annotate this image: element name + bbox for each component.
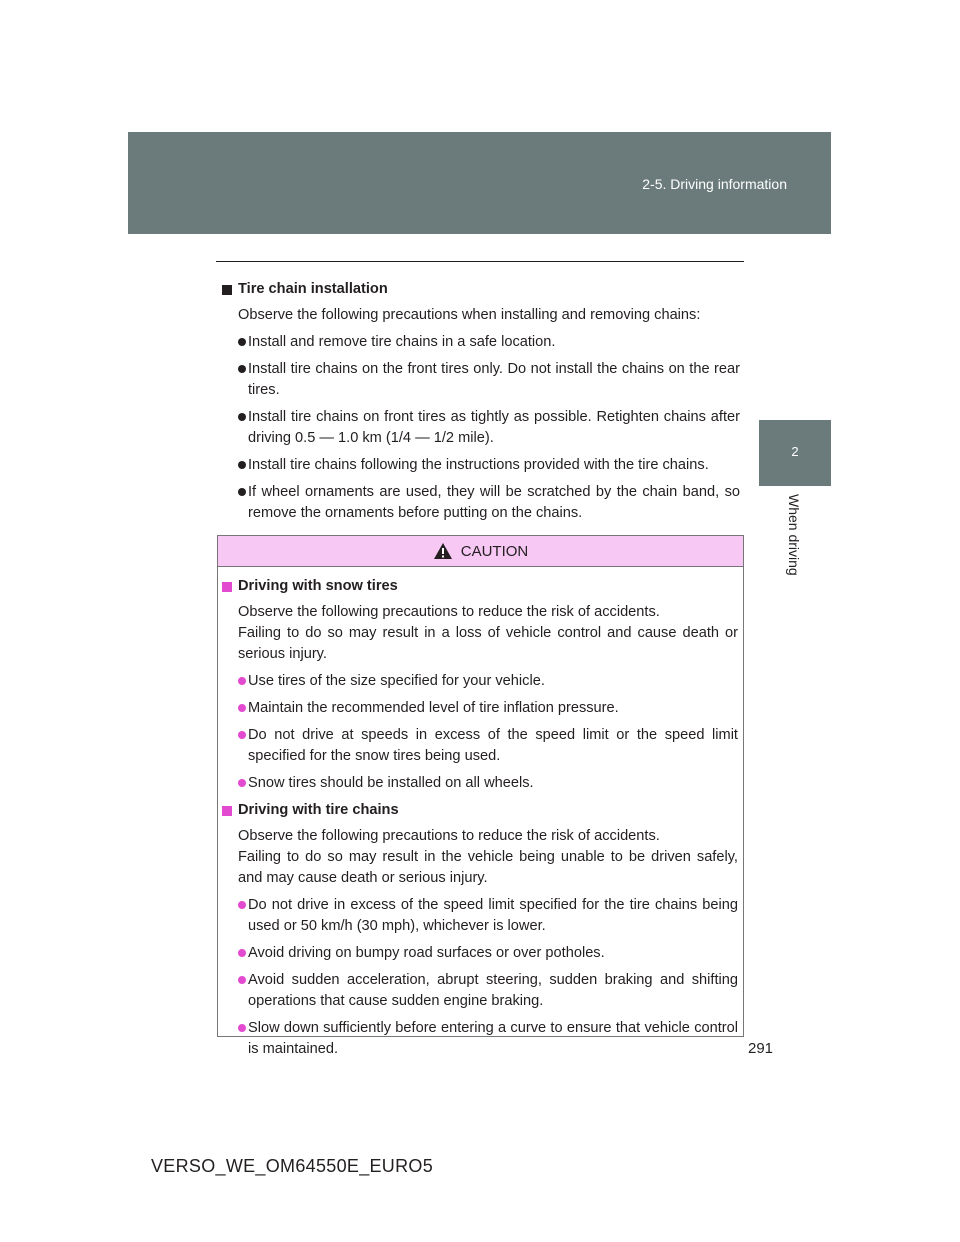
bullet-icon bbox=[238, 677, 246, 685]
caution-intro: Observe the following precautions to reduce the risk of accidents. Failing to do so may result in a loss of vehicle control and cause death or serious injury. bbox=[238, 604, 738, 662]
section-intro: Observe the following precautions when installing and removing chains: bbox=[238, 307, 701, 323]
section-title: 2-5. Driving information bbox=[642, 176, 787, 192]
list-item: Install tire chains on the front tires only. Do not install the chains on the rear tires. bbox=[222, 359, 740, 401]
caution-title: CAUTION bbox=[460, 542, 529, 560]
chapter-label: When driving bbox=[786, 494, 802, 576]
list-item: Install tire chains on front tires as tightly as possible. Retighten chains after driving 0.5 — 1.0 km (1/4 — 1/2 mile). bbox=[222, 407, 740, 449]
bullet-icon bbox=[238, 704, 246, 712]
warning-triangle-icon bbox=[433, 542, 453, 560]
bullet-icon bbox=[238, 901, 246, 909]
section-divider bbox=[216, 261, 744, 262]
caution-header bbox=[218, 536, 743, 567]
bullet-icon bbox=[238, 338, 246, 346]
chapter-tab bbox=[759, 420, 831, 486]
bullet-icon bbox=[238, 413, 246, 421]
bullet-icon bbox=[238, 949, 246, 957]
list-item: Avoid driving on bumpy road surfaces or over potholes. bbox=[222, 943, 738, 964]
caution-heading-snow-tires: Driving with snow tires bbox=[222, 576, 738, 597]
tire-chain-section bbox=[222, 279, 740, 524]
bullet-icon bbox=[238, 1024, 246, 1032]
bullet-icon bbox=[238, 488, 246, 496]
list-item: Install tire chains following the instructions provided with the tire chains. bbox=[222, 455, 740, 476]
chapter-number: 2 bbox=[791, 444, 799, 459]
caution-heading-tire-chains: Driving with tire chains bbox=[222, 800, 738, 821]
caution-body bbox=[222, 576, 738, 1060]
list-item: Snow tires should be installed on all wheels. bbox=[222, 773, 738, 794]
square-bullet-icon bbox=[222, 806, 232, 816]
list-item: Slow down sufficiently before entering a curve to ensure that vehicle control is maintained. bbox=[222, 1018, 738, 1060]
list-item: Avoid sudden acceleration, abrupt steering, sudden braking and shifting operations that cause sudden engine braking. bbox=[222, 970, 738, 1012]
bullet-icon bbox=[238, 731, 246, 739]
bullet-icon bbox=[238, 976, 246, 984]
square-bullet-icon bbox=[222, 582, 232, 592]
bullet-icon bbox=[238, 365, 246, 373]
bullet-icon bbox=[238, 779, 246, 787]
caution-box bbox=[217, 535, 744, 1057]
bullet-icon bbox=[238, 461, 246, 469]
square-bullet-icon bbox=[222, 285, 232, 295]
list-item: Do not drive at speeds in excess of the speed limit or the speed limit specified for the snow tires being used. bbox=[222, 725, 738, 767]
list-item: Use tires of the size specified for your vehicle. bbox=[222, 671, 738, 692]
section-heading: Tire chain installation bbox=[222, 279, 740, 300]
caution-intro: Observe the following precautions to reduce the risk of accidents. Failing to do so may result in the vehicle being unable to be driven safely, and may cause death or serious injury. bbox=[238, 828, 738, 886]
list-item: Install and remove tire chains in a safe location. bbox=[222, 332, 740, 353]
list-item: Do not drive in excess of the speed limit specified for the tire chains being used or 50 km/h (30 mph), whichever is lower. bbox=[222, 895, 738, 937]
list-item: Maintain the recommended level of tire inflation pressure. bbox=[222, 698, 738, 719]
page-number: 291 bbox=[748, 1040, 774, 1057]
list-item: If wheel ornaments are used, they will be scratched by the chain band, so remove the ornaments before putting on the chains. bbox=[222, 482, 740, 524]
header-band bbox=[128, 132, 831, 234]
document-code: VERSO_WE_OM64550E_EURO5 bbox=[151, 1156, 434, 1176]
